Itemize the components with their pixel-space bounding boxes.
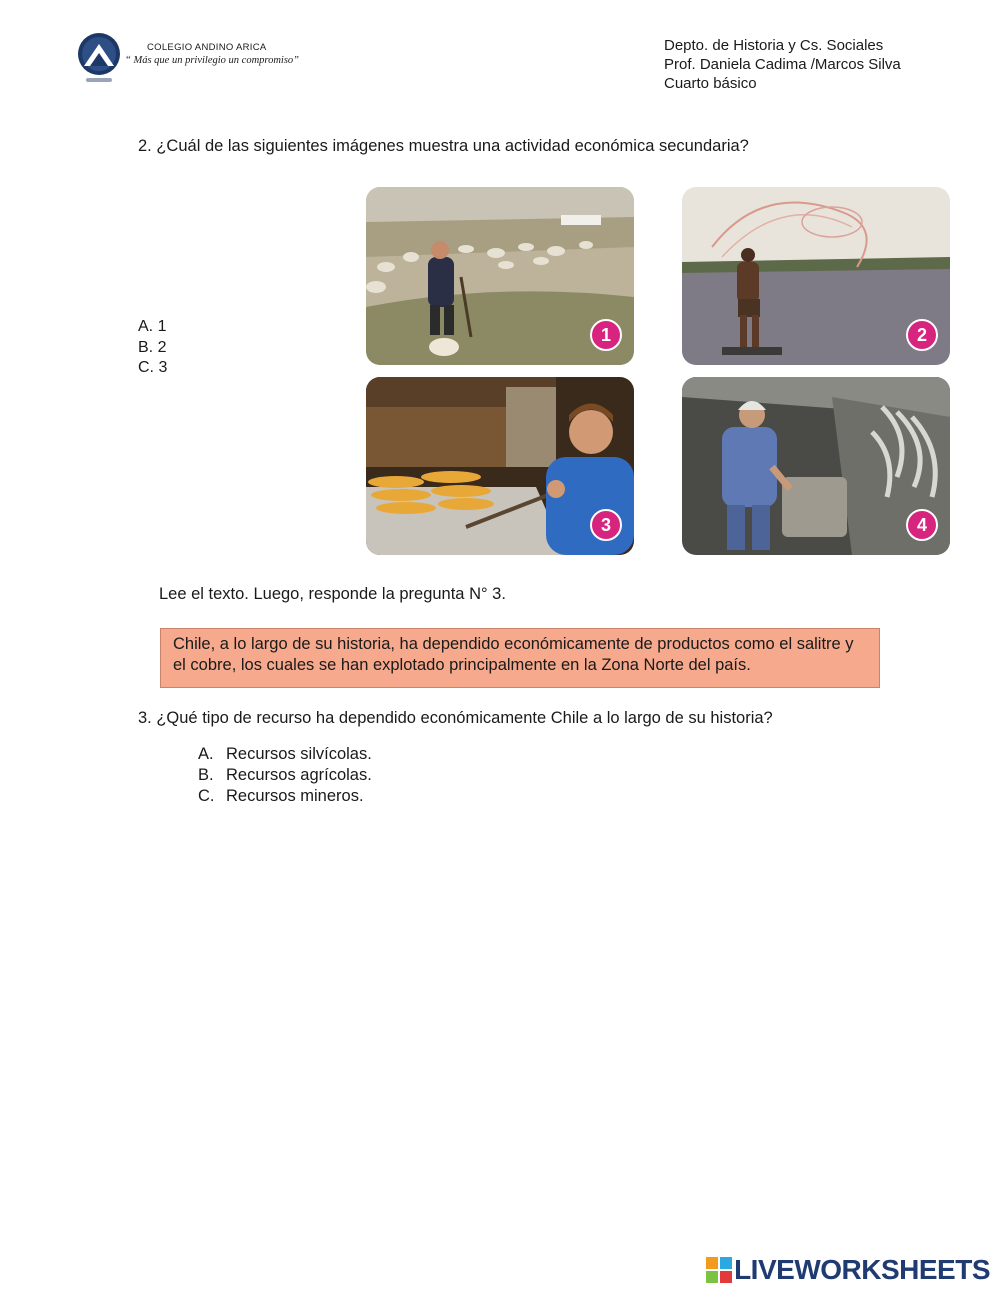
image-number: 2 (916, 325, 927, 345)
question-3-text: 3. ¿Qué tipo de recurso ha dependido económicamente Chile a lo largo de su historia? (138, 709, 773, 727)
option-label: Recursos mineros. (226, 787, 364, 805)
baker-photo (366, 377, 634, 555)
image-number: 4 (916, 515, 927, 535)
image-number: 1 (600, 325, 611, 345)
grade-line: Cuarto básico (664, 75, 757, 92)
option-letter: C. (198, 787, 215, 805)
liveworksheets-footer (706, 1254, 990, 1286)
school-motto: “ Más que un privilegio un compromiso” (125, 55, 300, 66)
option-b[interactable]: B. 2 (138, 338, 167, 356)
department-info (664, 36, 901, 93)
fisherman-photo (682, 187, 950, 365)
option-letter: A. (198, 745, 214, 763)
option-c[interactable]: C. 3 (138, 359, 168, 376)
option-c[interactable] (198, 786, 372, 807)
school-logo (76, 32, 122, 86)
image-number: 3 (600, 515, 611, 535)
option-label: Recursos agrícolas. (226, 766, 372, 784)
option-a[interactable] (198, 744, 372, 765)
option-b[interactable] (198, 765, 372, 786)
teacher-line: Prof. Daniela Cadima /Marcos Silva (664, 56, 901, 73)
option-letter: B. (198, 766, 214, 784)
miner-photo (682, 377, 950, 555)
question-2-text: 2. ¿Cuál de las siguientes imágenes muestra una actividad económica secundaria? (138, 137, 749, 155)
dept-line: Depto. de Historia y Cs. Sociales (664, 37, 884, 54)
school-name: COLEGIO ANDINO ARICA (147, 42, 267, 53)
question-3-options (198, 744, 372, 807)
brand-name: LIVEWORKSHEETS (734, 1254, 990, 1285)
option-label: Recursos silvícolas. (226, 745, 372, 763)
liveworksheets-logo-icon (706, 1257, 732, 1283)
shepherd-photo (366, 187, 634, 365)
option-a[interactable]: A. 1 (138, 318, 167, 335)
reading-instruction: Lee el texto. Luego, responde la pregunta N° 3. (159, 585, 506, 603)
question-2-options (138, 317, 167, 379)
reading-text-box: Chile, a lo largo de su historia, ha dependido económicamente de productos como el salitre y el cobre, los cuales se han explotado principalmente en la Zona Norte del país. (160, 628, 880, 688)
